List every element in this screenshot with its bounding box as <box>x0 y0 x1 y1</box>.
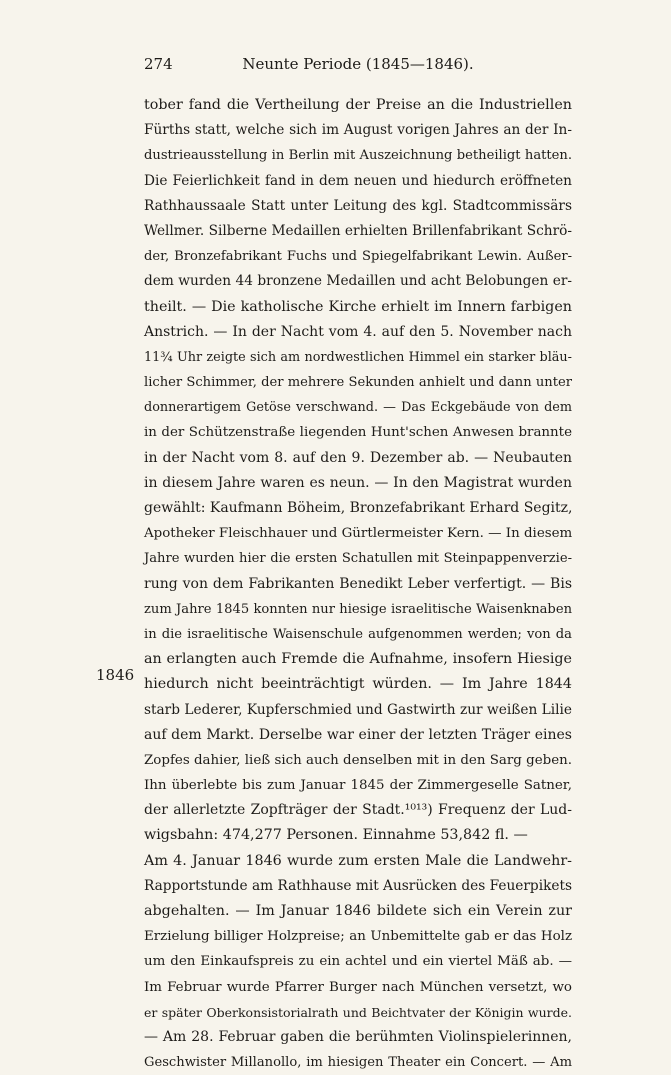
text-line: Rapportstunde am Rathhause mit Ausrücken des Feuerpikets <box>144 877 572 894</box>
text-line: hiedurch nicht beeinträchtigt würden. — Im Jahre 1844 <box>144 676 572 693</box>
text-line: gewählt: Kaufmann Böheim, Bronzefabrikant Erhard Segitz, <box>144 500 573 516</box>
text-line: Wellmer. Silberne Medaillen erhielten Brillenfabrikant Schrö- <box>144 222 572 239</box>
text-line: donnerartigem Getöse verschwand. — Das Eckgebäude von dem <box>144 400 572 416</box>
text-line: Geschwister Millanollo, im hiesigen Theater ein Concert. — Am <box>144 1055 572 1071</box>
text-line: dem wurden 44 bronzene Medaillen und acht Belobungen er- <box>144 273 572 290</box>
text-line: rung von dem Fabrikanten Benedikt Leber verfertigt. — Bis <box>144 575 572 592</box>
text-line: in der Schützenstraße liegenden Hunt'schen Anwesen brannte <box>144 425 572 441</box>
text-line: Rathhaussaale Statt unter Leitung des kgl. Stadtcommissärs <box>144 197 572 214</box>
text-line: dustrieausstellung in Berlin mit Auszeichnung betheiligt hatten. <box>144 148 572 164</box>
margin-year-note: 1846 <box>96 666 135 684</box>
body-text <box>144 93 572 1075</box>
text-line: Zopfes dahier, ließ sich auch denselben mit in den Sarg geben. <box>144 752 572 768</box>
text-line: in der Nacht vom 8. auf den 9. Dezember ab. — Neubauten <box>144 449 572 466</box>
text-line: der allerletzte Zopfträger der Stadt.¹⁰¹³) Frequenz der Lud- <box>144 802 572 819</box>
running-head: Neunte Periode (1845—1846). <box>242 55 474 73</box>
text-line: der, Bronzefabrikant Fuchs und Spiegelfabrikant Lewin. Außer- <box>144 249 572 265</box>
text-line: Ihn überlebte bis zum Januar 1845 der Zimmergeselle Satner, <box>144 778 572 794</box>
text-line: Fürths statt, welche sich im August vorigen Jahres an der In- <box>144 122 572 139</box>
page-number: 274 <box>144 55 173 73</box>
text-line: 11¾ Uhr zeigte sich am nordwestlichen Himmel ein starker bläu- <box>144 349 572 365</box>
text-line: abgehalten. — Im Januar 1846 bildete sich ein Verein zur <box>144 903 572 919</box>
text-line: zum Jahre 1845 konnten nur hiesige israelitische Waisenknaben <box>144 601 572 617</box>
text-line: er später Oberkonsistorialrath und Beichtvater der Königin wurde. <box>144 1004 572 1020</box>
text-line: Jahre wurden hier die ersten Schatullen mit Steinpappenverzie- <box>144 551 572 567</box>
text-line: licher Schimmer, der mehrere Sekunden anhielt und dann unter <box>144 375 572 391</box>
text-line: um den Einkaufspreis zu ein achtel und ein viertel Mäß ab. — <box>144 954 572 970</box>
text-line: wigsbahn: 474,277 Personen. Einnahme 53,842 fl. — <box>144 827 528 844</box>
text-line: starb Lederer, Kupferschmied und Gastwirth zur weißen Lilie <box>144 701 572 718</box>
text-line: tober fand die Vertheilung der Preise an die Industriellen <box>144 97 572 113</box>
text-line: Apotheker Fleischhauer und Gürtlermeister Kern. — In diesem <box>144 526 573 542</box>
text-line: — Am 28. Februar gaben die berühmten Violinspielerinnen, <box>144 1028 572 1045</box>
text-line: an erlangten auch Fremde die Aufnahme, insofern Hiesige <box>144 651 572 668</box>
text-line: Erzielung billiger Holzpreise; an Unbemittelte gab er das Holz <box>144 929 572 945</box>
text-line: in diesem Jahre waren es neun. — In den Magistrat wurden <box>144 474 572 491</box>
text-line: Die Feierlichkeit fand in dem neuen und hiedurch eröffneten <box>144 172 572 189</box>
text-line: theilt. — Die katholische Kirche erhielt im Innern farbigen <box>144 298 572 315</box>
text-line: in die israelitische Waisenschule aufgenommen werden; von da <box>144 626 572 642</box>
text-line: Anstrich. — In der Nacht vom 4. auf den 5. November nach <box>144 323 572 340</box>
text-line: Am 4. Januar 1846 wurde zum ersten Male die Landwehr- <box>144 852 572 869</box>
text-line: auf dem Markt. Derselbe war einer der letzten Träger eines <box>144 726 572 743</box>
text-line: Im Februar wurde Pfarrer Burger nach München versetzt, wo <box>144 979 572 995</box>
